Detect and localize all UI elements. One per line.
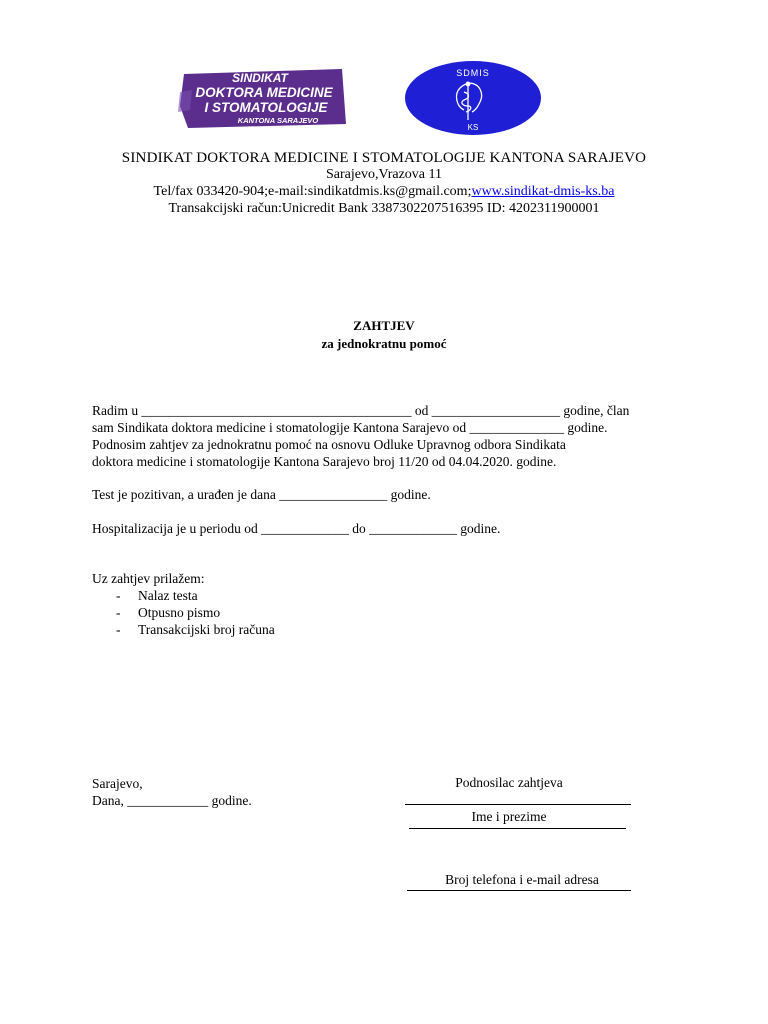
name-label: Ime i prezime bbox=[471, 809, 547, 824]
paragraph-line: sam Sindikata doktora medicine i stomatologije Kantona Sarajevo od ______________ godine. bbox=[92, 420, 608, 435]
svg-text:I STOMATOLOGIJE: I STOMATOLOGIJE bbox=[204, 100, 328, 115]
list-item-label: Otpusno pismo bbox=[138, 605, 221, 620]
test-line: Test je pozitivan, a urađen je dana ________________ godine. bbox=[92, 487, 431, 502]
document-subtitle: za jednokratnu pomoć bbox=[321, 336, 447, 351]
contact-text: Tel/fax 033420-904;e-mail:sindikatdmis.ks@gmail.com; bbox=[153, 184, 472, 199]
list-item-label: Nalaz testa bbox=[138, 588, 198, 603]
place-label: Sarajevo, bbox=[92, 776, 143, 791]
name-line bbox=[409, 828, 626, 829]
sdmis-logo bbox=[404, 60, 542, 136]
paragraph-line: Radim u ________________________________________ od ___________________ godine, član bbox=[92, 403, 630, 418]
list-item bbox=[92, 604, 275, 621]
document-title: ZAHTJEV bbox=[353, 318, 415, 333]
bullet: - bbox=[116, 605, 121, 620]
applicant-label: Podnosilac zahtjeva bbox=[455, 775, 563, 790]
contact-label: Broj telefona i e-mail adresa bbox=[445, 872, 599, 887]
hospitalization-line: Hospitalizacija je u periodu od _____________ do _____________ godine. bbox=[92, 521, 501, 536]
paragraph-line: Podnosim zahtjev za jednokratnu pomoć na osnovu Odluke Upravnog odbora Sindikata bbox=[92, 437, 566, 452]
svg-text:DOKTORA MEDICINE: DOKTORA MEDICINE bbox=[195, 85, 333, 100]
svg-text:SINDIKAT: SINDIKAT bbox=[232, 71, 288, 85]
list-item bbox=[92, 587, 275, 604]
bullet: - bbox=[116, 588, 121, 603]
svg-text:SDMIS: SDMIS bbox=[456, 68, 490, 78]
list-item bbox=[92, 621, 275, 638]
attachments-intro: Uz zahtjev prilažem: bbox=[92, 571, 205, 586]
paragraph-line: doktora medicine i stomatologije Kantona Sarajevo broj 11/20 od 04.04.2020. godine. bbox=[92, 454, 557, 469]
bank-account: Transakcijski račun:Unicredit Bank 3387302207516395 ID: 4202311900001 bbox=[168, 201, 600, 216]
list-item-label: Transakcijski broj računa bbox=[138, 622, 275, 637]
svg-text:KANTONA SARAJEVO: KANTONA SARAJEVO bbox=[237, 116, 319, 125]
bullet: - bbox=[116, 622, 121, 637]
union-logo bbox=[178, 66, 348, 130]
organization-contact bbox=[0, 184, 768, 200]
svg-text:KS: KS bbox=[467, 123, 479, 132]
organization-name: SINDIKAT DOKTORA MEDICINE I STOMATOLOGIJE KANTONA SARAJEVO bbox=[121, 150, 647, 166]
date-line: Dana, ____________ godine. bbox=[92, 793, 252, 808]
organization-address: Sarajevo,Vrazova 11 bbox=[325, 167, 443, 182]
signature-line bbox=[405, 804, 631, 805]
employment-paragraph bbox=[92, 402, 682, 470]
website-link[interactable]: www.sindikat-dmis-ks.ba bbox=[471, 184, 615, 199]
contact-line bbox=[407, 890, 631, 891]
attachments-list bbox=[92, 570, 275, 638]
